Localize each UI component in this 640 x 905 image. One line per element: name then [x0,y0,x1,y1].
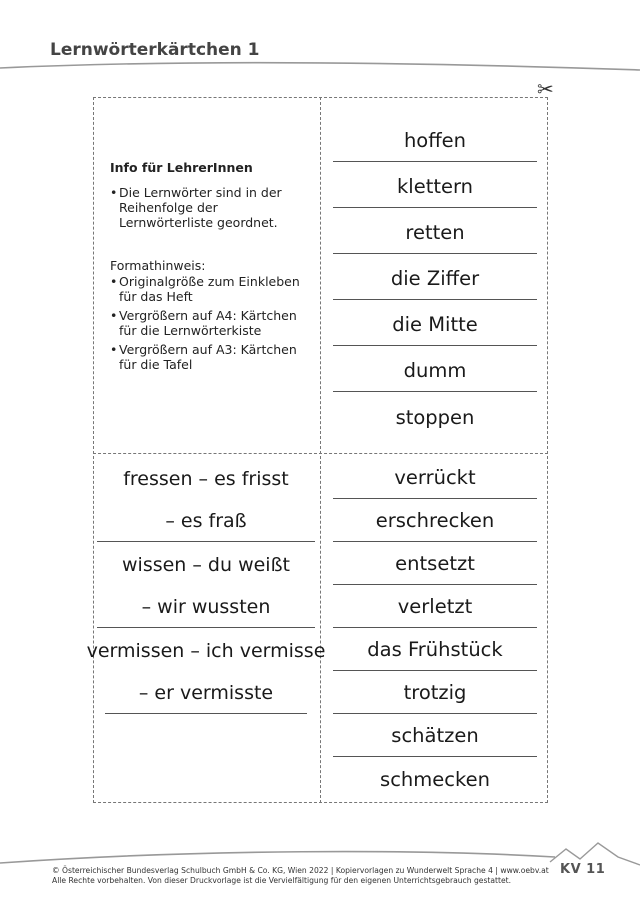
word-card: entsetzt [333,542,537,585]
word-card: fressen – es frisst [123,468,289,490]
bottom-left-card [86,456,326,714]
word-card: verrückt [333,456,537,499]
scissors-icon: ✂ [537,77,554,101]
format-heading: Formathinweis: [110,258,206,273]
footer-line: Alle Rechte vorbehalten. Von dieser Druckvorlage ist die Vervielfältigung für den eigenen Unterrichtsgebrauch gestattet. [52,876,512,885]
word-card: erschrecken [333,499,537,542]
word-card: stoppen [395,406,475,429]
page-label: KV 11 [560,862,606,877]
info-title: Info für LehrerInnen [110,160,253,175]
word-card: retten [333,208,537,254]
word-card: verletzt [333,585,537,628]
header-curve [0,58,640,78]
word-card: das Frühstück [333,628,537,671]
top-right-card [333,117,537,438]
bottom-right-card [333,456,537,800]
word-card: trotzig [333,671,537,714]
word-card: klettern [333,162,537,208]
word-card: – wir wussten [97,585,315,628]
footer-line: © Österreichischer Bundesverlag Schulbuch GmbH & Co. KG, Wien 2022 | Kopiervorlagen zu Wunderwelt Sprache 4 | www.oebv.at [52,866,549,875]
word-card: schätzen [333,714,537,757]
vertical-cut-line [320,97,321,803]
teacher-info [110,160,310,376]
copyright-footer [52,866,549,886]
page-title: Lernwörterkärtchen 1 [50,40,260,60]
word-card: schmecken [380,768,490,791]
word-card: hoffen [333,117,537,162]
word-card: die Mitte [333,300,537,346]
word-card: vermissen – ich vermisse [86,640,326,662]
info-bullet: • Die Lernwörter sind in der Reihenfolge der Lernwörterliste geordnet. [110,185,310,230]
word-card: wissen – du weißt [122,554,290,576]
format-item: • Vergrößern auf A4: Kärtchen für die Lernwörterkiste [110,308,310,338]
horizontal-cut-line [93,453,548,454]
word-card: – er vermisste [105,671,307,714]
word-card: die Ziffer [333,254,537,300]
format-item: • Vergrößern auf A3: Kärtchen für die Tafel [110,342,310,372]
word-card: dumm [333,346,537,392]
word-card: – es fraß [97,499,315,542]
format-item: • Originalgröße zum Einkleben für das Heft [110,274,310,304]
